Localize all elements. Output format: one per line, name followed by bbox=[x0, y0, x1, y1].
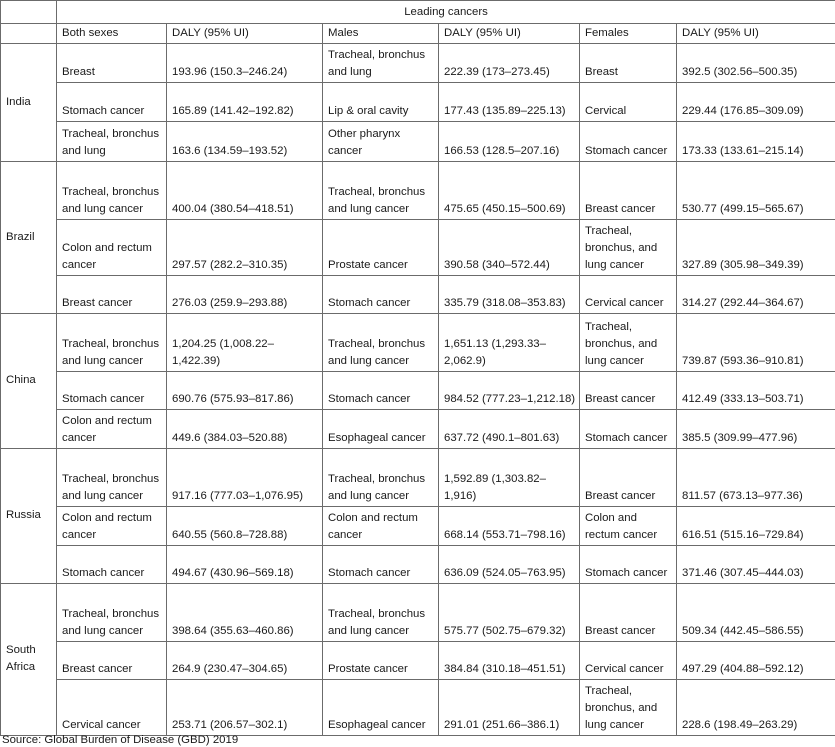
table-row bbox=[1, 162, 835, 220]
males-cancer: Tracheal, bronchus and lung cancer bbox=[323, 449, 439, 507]
males-cancer: Stomach cancer bbox=[323, 546, 439, 584]
both-sexes-cancer: Breast bbox=[57, 44, 167, 83]
table-row bbox=[1, 507, 835, 546]
females-cancer: Breast bbox=[580, 44, 677, 83]
females-cancer: Cervical bbox=[580, 83, 677, 122]
females-cancer: Tracheal, bronchus, and lung cancer bbox=[580, 220, 677, 276]
males-daly: 668.14 (553.71–798.16) bbox=[439, 507, 580, 546]
females-cancer: Stomach cancer bbox=[580, 122, 677, 162]
both-sexes-daly: 400.04 (380.54–418.51) bbox=[167, 162, 323, 220]
males-daly: 222.39 (173–273.45) bbox=[439, 44, 580, 83]
both-sexes-daly: 690.76 (575.93–817.86) bbox=[167, 372, 323, 410]
males-cancer: Esophageal cancer bbox=[323, 410, 439, 449]
males-daly: 291.01 (251.66–386.1) bbox=[439, 680, 580, 736]
country-name: Brazil bbox=[1, 162, 57, 314]
both-sexes-daly: 264.9 (230.47–304.65) bbox=[167, 642, 323, 680]
females-daly: 228.6 (198.49–263.29) bbox=[677, 680, 835, 736]
males-cancer: Lip & oral cavity bbox=[323, 83, 439, 122]
females-cancer: Cervical cancer bbox=[580, 276, 677, 314]
source-note: Source: Global Burden of Disease (GBD) 2019 bbox=[2, 734, 239, 746]
header-country-cell bbox=[1, 24, 57, 44]
females-cancer: Breast cancer bbox=[580, 584, 677, 642]
both-sexes-daly: 193.96 (150.3–246.24) bbox=[167, 44, 323, 83]
both-sexes-cancer: Colon and rectum cancer bbox=[57, 410, 167, 449]
header-males-daly: DALY (95% UI) bbox=[439, 24, 580, 44]
title-row bbox=[1, 1, 835, 24]
males-daly: 1,592.89 (1,303.82–1,916) bbox=[439, 449, 580, 507]
table-row bbox=[1, 220, 835, 276]
both-sexes-daly: 640.55 (560.8–728.88) bbox=[167, 507, 323, 546]
both-sexes-cancer: Stomach cancer bbox=[57, 546, 167, 584]
females-daly: 371.46 (307.45–444.03) bbox=[677, 546, 835, 584]
table-row bbox=[1, 372, 835, 410]
both-sexes-cancer: Breast cancer bbox=[57, 642, 167, 680]
males-cancer: Tracheal, bronchus and lung cancer bbox=[323, 162, 439, 220]
males-cancer: Stomach cancer bbox=[323, 372, 439, 410]
males-cancer: Prostate cancer bbox=[323, 642, 439, 680]
males-cancer: Other pharynx cancer bbox=[323, 122, 439, 162]
males-daly: 575.77 (502.75–679.32) bbox=[439, 584, 580, 642]
females-daly: 739.87 (593.36–910.81) bbox=[677, 314, 835, 372]
males-daly: 335.79 (318.08–353.83) bbox=[439, 276, 580, 314]
table-row bbox=[1, 44, 835, 83]
table-title: Leading cancers bbox=[57, 1, 835, 24]
both-sexes-daly: 917.16 (777.03–1,076.95) bbox=[167, 449, 323, 507]
males-daly: 984.52 (777.23–1,212.18) bbox=[439, 372, 580, 410]
table-row bbox=[1, 584, 835, 642]
males-daly: 475.65 (450.15–500.69) bbox=[439, 162, 580, 220]
both-sexes-daly: 297.57 (282.2–310.35) bbox=[167, 220, 323, 276]
table-row bbox=[1, 546, 835, 584]
females-daly: 497.29 (404.88–592.12) bbox=[677, 642, 835, 680]
males-cancer: Stomach cancer bbox=[323, 276, 439, 314]
females-daly: 229.44 (176.85–309.09) bbox=[677, 83, 835, 122]
females-cancer: Breast cancer bbox=[580, 162, 677, 220]
females-daly: 811.57 (673.13–977.36) bbox=[677, 449, 835, 507]
males-cancer: Tracheal, bronchus and lung cancer bbox=[323, 314, 439, 372]
title-blank-cell bbox=[1, 1, 57, 24]
males-daly: 384.84 (310.18–451.51) bbox=[439, 642, 580, 680]
header-males: Males bbox=[323, 24, 439, 44]
both-sexes-daly: 163.6 (134.59–193.52) bbox=[167, 122, 323, 162]
both-sexes-daly: 494.67 (430.96–569.18) bbox=[167, 546, 323, 584]
both-sexes-daly: 165.89 (141.42–192.82) bbox=[167, 83, 323, 122]
males-cancer: Prostate cancer bbox=[323, 220, 439, 276]
table-row bbox=[1, 314, 835, 372]
both-sexes-daly: 1,204.25 (1,008.22–1,422.39) bbox=[167, 314, 323, 372]
males-cancer: Tracheal, bronchus and lung bbox=[323, 44, 439, 83]
females-cancer: Breast cancer bbox=[580, 372, 677, 410]
both-sexes-cancer: Colon and rectum cancer bbox=[57, 507, 167, 546]
header-row bbox=[1, 24, 835, 44]
header-females: Females bbox=[580, 24, 677, 44]
both-sexes-cancer: Colon and rectum cancer bbox=[57, 220, 167, 276]
females-daly: 412.49 (333.13–503.71) bbox=[677, 372, 835, 410]
table-row bbox=[1, 410, 835, 449]
table-row bbox=[1, 680, 835, 736]
header-both-daly: DALY (95% UI) bbox=[167, 24, 323, 44]
females-daly: 314.27 (292.44–364.67) bbox=[677, 276, 835, 314]
table-row bbox=[1, 83, 835, 122]
females-daly: 327.89 (305.98–349.39) bbox=[677, 220, 835, 276]
country-name: South Africa bbox=[1, 584, 57, 736]
males-daly: 637.72 (490.1–801.63) bbox=[439, 410, 580, 449]
females-daly: 392.5 (302.56–500.35) bbox=[677, 44, 835, 83]
males-daly: 166.53 (128.5–207.16) bbox=[439, 122, 580, 162]
females-cancer: Tracheal, bronchus, and lung cancer bbox=[580, 680, 677, 736]
males-daly: 177.43 (135.89–225.13) bbox=[439, 83, 580, 122]
table-row bbox=[1, 122, 835, 162]
females-daly: 385.5 (309.99–477.96) bbox=[677, 410, 835, 449]
males-cancer: Colon and rectum cancer bbox=[323, 507, 439, 546]
females-daly: 530.77 (499.15–565.67) bbox=[677, 162, 835, 220]
header-females-daly: DALY (95% UI) bbox=[677, 24, 835, 44]
table-row bbox=[1, 276, 835, 314]
header-both-sexes: Both sexes bbox=[57, 24, 167, 44]
females-cancer: Tracheal, bronchus, and lung cancer bbox=[580, 314, 677, 372]
both-sexes-daly: 398.64 (355.63–460.86) bbox=[167, 584, 323, 642]
both-sexes-cancer: Cervical cancer bbox=[57, 680, 167, 736]
females-cancer: Cervical cancer bbox=[580, 642, 677, 680]
females-cancer: Stomach cancer bbox=[580, 410, 677, 449]
females-cancer: Colon and rectum cancer bbox=[580, 507, 677, 546]
both-sexes-cancer: Stomach cancer bbox=[57, 83, 167, 122]
country-name: India bbox=[1, 44, 57, 162]
table-row bbox=[1, 449, 835, 507]
females-daly: 509.34 (442.45–586.55) bbox=[677, 584, 835, 642]
males-cancer: Tracheal, bronchus and lung cancer bbox=[323, 584, 439, 642]
males-daly: 636.09 (524.05–763.95) bbox=[439, 546, 580, 584]
both-sexes-daly: 276.03 (259.9–293.88) bbox=[167, 276, 323, 314]
both-sexes-cancer: Stomach cancer bbox=[57, 372, 167, 410]
table-row bbox=[1, 642, 835, 680]
both-sexes-daly: 449.6 (384.03–520.88) bbox=[167, 410, 323, 449]
males-cancer: Esophageal cancer bbox=[323, 680, 439, 736]
females-daly: 173.33 (133.61–215.14) bbox=[677, 122, 835, 162]
both-sexes-cancer: Tracheal, bronchus and lung bbox=[57, 122, 167, 162]
males-daly: 390.58 (340–572.44) bbox=[439, 220, 580, 276]
both-sexes-cancer: Breast cancer bbox=[57, 276, 167, 314]
females-daly: 616.51 (515.16–729.84) bbox=[677, 507, 835, 546]
both-sexes-cancer: Tracheal, bronchus and lung cancer bbox=[57, 162, 167, 220]
both-sexes-daly: 253.71 (206.57–302.1) bbox=[167, 680, 323, 736]
country-name: Russia bbox=[1, 449, 57, 584]
both-sexes-cancer: Tracheal, bronchus and lung cancer bbox=[57, 314, 167, 372]
both-sexes-cancer: Tracheal, bronchus and lung cancer bbox=[57, 449, 167, 507]
females-cancer: Stomach cancer bbox=[580, 546, 677, 584]
country-name: China bbox=[1, 314, 57, 449]
females-cancer: Breast cancer bbox=[580, 449, 677, 507]
males-daly: 1,651.13 (1,293.33–2,062.9) bbox=[439, 314, 580, 372]
both-sexes-cancer: Tracheal, bronchus and lung cancer bbox=[57, 584, 167, 642]
